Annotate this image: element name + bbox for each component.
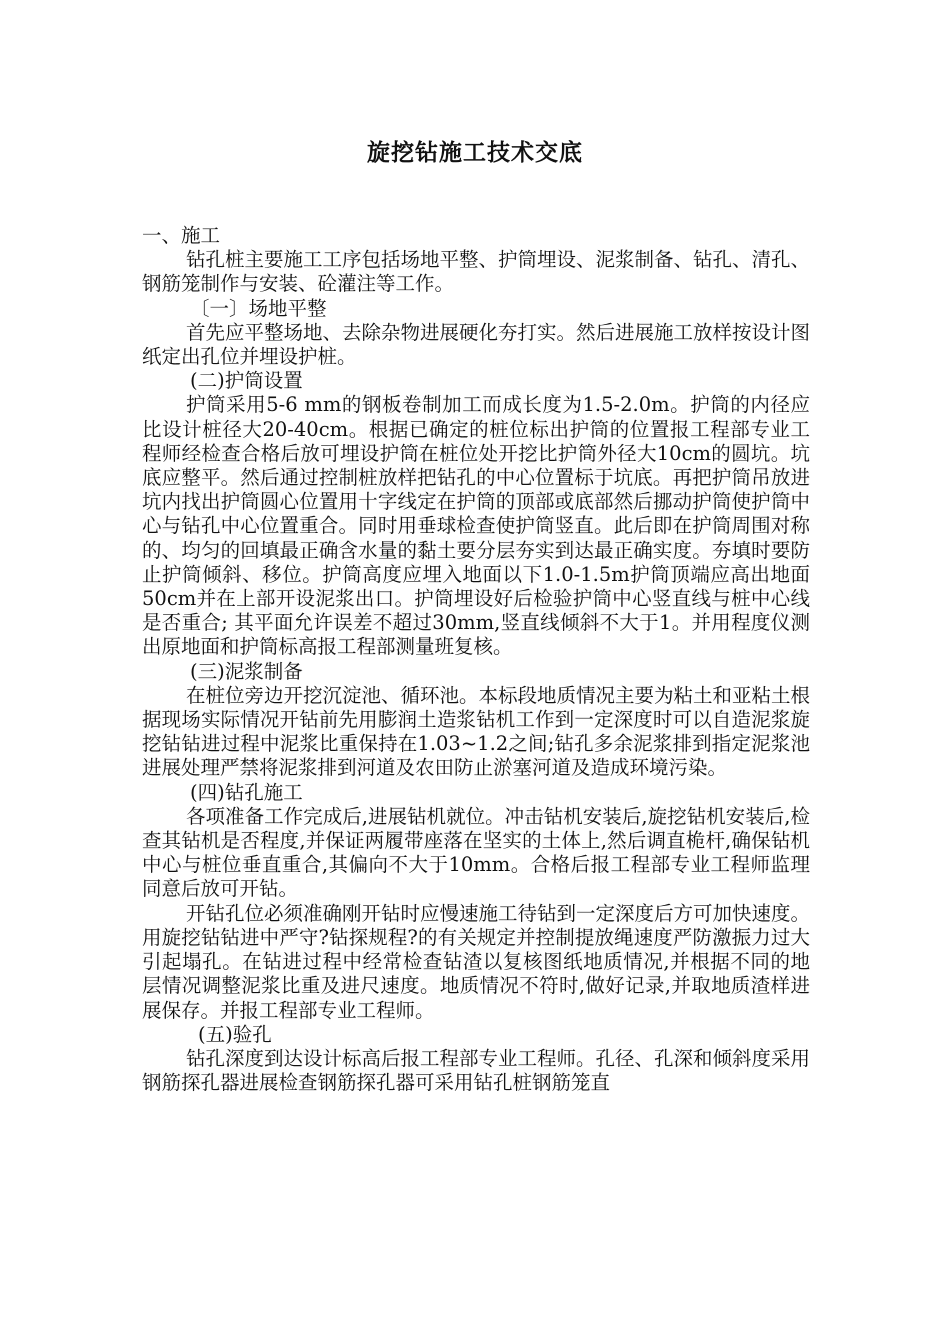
body-paragraph: 在桩位旁边开挖沉淀池、循环池。本标段地质情况主要为粘土和亚粘土根据现场实际情况开钻前先用膨润土造浆钻机工作到一定深度时可以自造泥浆旋挖钻钻进过程中泥浆比重保持在1.03~1.2之间;钻孔多余泥浆排到指定泥浆池进展处理严禁将泥浆排到河道及农田防止淤塞河道及造成环境污染。 xyxy=(142,683,811,780)
section-heading: 一、施工 xyxy=(142,224,221,247)
body-paragraph: 开钻孔位必须准确刚开钻时应慢速施工待钻到一定深度后方可加快速度。用旋挖钻钻进中严守?钻探规程?的有关规定并控制提放绳速度严防激振力过大引起塌孔。在钻进过程中经常检查钻渣以复核图纸地质情况,并根据不同的地层情况调整泥浆比重及进尺速度。地质情况不符时,做好记录,并取地质渣样进展保存。并报工程部专业工程师。 xyxy=(142,901,811,1022)
body-paragraph: 首先应平整场地、去除杂物进展硬化夯打实。然后进展施工放样按设计图纸定出孔位并埋设护桩。 xyxy=(142,320,811,369)
body-paragraph: 钻孔桩主要施工工序包括场地平整、护筒埋设、泥浆制备、钻孔、清孔、钢筋笼制作与安装、砼灌注等工作。 xyxy=(142,248,811,296)
body-paragraph: 护筒采用5-6 mm的钢板卷制加工而成长度为1.5-2.0m。护筒的内径应比设计桩径大20-40cm。根据已确定的桩位标出护筒的位置报工程部专业工程师经检查合格后放可埋设护筒在桩位处开挖比护筒外径大10cm的圆坑。坑底应整平。然后通过控制桩放样把钻孔的中心位置标于坑底。再把护筒吊放进坑内找出护筒圆心位置用十字线定在护筒的顶部或底部然后挪动护筒使护筒中心与钻孔中心位置重合。同时用垂球检查使护筒竖直。此后即在护筒周围对称的、均匀的回填最正确含水量的黏土要分层夯实到达最正确实度。夯填时要防止护筒倾斜、移位。护筒高度应埋入地面以下1.0-1.5m护筒顶端应高出地面50cm并在上部开设泥浆出口。护筒埋设好后检验护筒中心竖直线与桩中心线是否重合; 其平面允许误差不超过30mm,竖直线倾斜不大于1。并用程度仪测出原地面和护筒标高报工程部测量班复核。 xyxy=(142,393,810,659)
subsection-heading: 〔一〕场地平整 xyxy=(190,296,327,320)
body-paragraph: 钻孔深度到达设计标高后报工程部专业工程师。孔径、孔深和倾斜度采用钢筋探孔器进展检查钢筋探孔器可采用钻孔桩钢筋笼直 xyxy=(142,1046,811,1095)
document-title: 旋挖钻施工技术交底 xyxy=(367,139,583,166)
subsection-heading: (四)钻孔施工 xyxy=(190,780,303,804)
subsection-heading: (三)泥浆制备 xyxy=(190,659,303,683)
subsection-heading: (二)护筒设置 xyxy=(190,369,303,393)
body-paragraph: 各项准备工作完成后,进展钻机就位。冲击钻机安装后,旋挖钻机安装后,检查其钻机是否程度,并保证两履带座落在坚实的土体上,然后调直桅杆,确保钻机中心与桩位垂直重合,其偏向不大于10mm。合格后报工程部专业工程师监理同意后放可开钻。 xyxy=(142,804,810,901)
subsection-heading: (五)验孔 xyxy=(198,1022,272,1046)
document-body xyxy=(142,224,810,1095)
